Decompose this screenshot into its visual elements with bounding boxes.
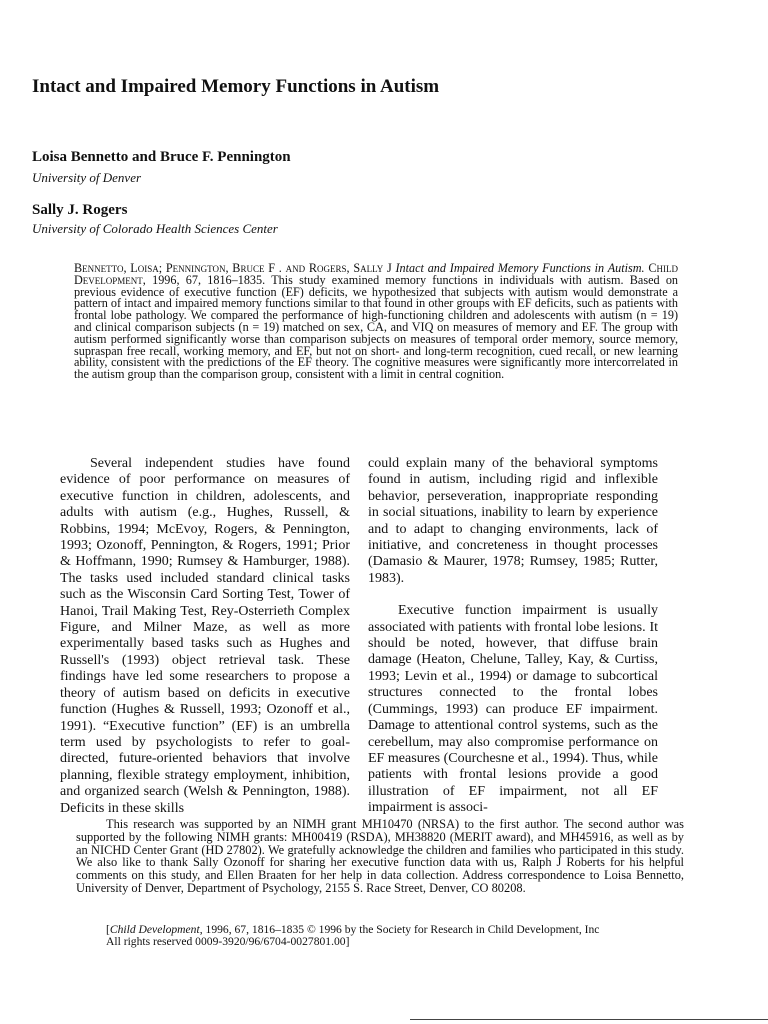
copyright-rights: All rights reserved 0009-3920/96/6704-0027801.00] [106,935,350,949]
abstract-body: This study examined memory functions in individuals with autism. Based on previous evidence of executive function (EF) deficits, we hypothesized that subjects with autism would demonstrate a pattern of intact and impaired memory functions similar to that found in other groups with EF deficits, such as patients with frontal lobe pathology. We compared the performance of high-functioning children and adolescents with autism (n = 19) and clinical comparison subjects (n = 19) matched on sex, CA, and VIQ on measures of memory and EF. The group with autism performed significantly worse than comparison subjects on measures of temporal order memory, source memory, supraspan free recall, working memory, and EF, but not on short- and long-term recognition, cued recall, or new learning ability, consistent with the predictions of the EF theory. The cognitive measures were significantly more intercorrelated in the autism group than the comparison group, consistent with a limit in central cognition. [74,272,679,382]
primary-authors: Loisa Bennetto and Bruce F. Pennington [32,149,291,165]
abstract [74,263,678,381]
abstract-citation-title: Intact and Impaired Memory Functions in Autism. [395,261,645,275]
copyright-notice: [Child Development, 1996, 67, 1816–1835 © 1996 by the Society for Research in Child Development, Inc All rights reserved 0009-3920/96/6704-0027801.00] [106,923,600,949]
secondary-author: Sally J. Rogers [32,202,128,218]
right-column [368,456,658,817]
left-column-text: Several independent studies have found evidence of poor performance on measures of executive function in children, adolescents, and adults with autism (e.g., Hughes, Russell, & Robbins, 1994; McEvoy, Rogers, & Pennington, 1993; Ozonoff, Pennington, & Rogers, 1991; Prior & Hoffmann, 1990; Rumsey & Hamburger, 1988). The tasks used included standard clinical tasks such as the Wisconsin Card Sorting Test, Tower of Hanoi, Trail Making Test, Rey-Osterrieth Complex Figure, and Milner Maze, as well as more experimentally based tasks such as Hughes and Russell's (1993) object retrieval task. These findings have led some researchers to propose a theory of autism based on deficits in executive function (Hughes & Russell, 1993; Ozonoff et al., 1991). “Executive function” (EF) is an umbrella term used by psychologists to refer to goal-directed, future-oriented behaviors that involve planning, flexible strategy employment, inhibition, and organized search (Welsh & Pennington, 1988). Deficits in these skills [60,456,350,816]
primary-affiliation: University of Denver [32,170,142,185]
right-column-paragraph-2: Executive function impairment is usually associated with patients with frontal lobe lesions. It should be noted, however, that diffuse brain damage (Heaton, Chelune, Talley, Kay, & Curtiss, 1993; Levin et al., 1994) or damage to subcortical structures connected to the frontal lobes (Cummings, 1993) can produce EF impairment. Damage to attentional control systems, such as the cerebellum, may also compromise performance on EF measures (Courchesne et al., 1994). Thus, while patients with frontal lesions provide a good illustration of EF impairment, not all EF impairment is associ- [368,603,658,816]
abstract-citation-journal: Child Development, [74,261,679,287]
article-title: Intact and Impaired Memory Functions in Autism [32,76,440,97]
bottom-rule [410,1019,768,1020]
left-column [60,456,350,817]
abstract-citation-authors: Bennetto, Loisa; Pennington, Bruce F . and Rogers, Sally J [74,261,392,275]
acknowledgment-footnote: This research was supported by an NIMH grant MH10470 (NRSA) to the first author. The second author was supported by the following NIMH grants: MH00419 (RSDA), MH38820 (MERIT award), and MH45916, as well as by an NICHD Center Grant (HD 27802). We gratefully acknowledge the children and families who participated in this study. We also like to thank Sally Ozonoff for sharing her executive function data with us, Ralph J Roberts for his helpful comments on this study, and Ellen Braaten for her help in data collection. Address correspondence to Loisa Bennetto, University of Denver, Department of Psychology, 2155 S. Race Street, Denver, CO 80208. [76,817,684,895]
secondary-affiliation: University of Colorado Health Sciences Center [32,221,278,236]
copyright-journal: Child Development [109,923,200,936]
right-column-paragraph-1: could explain many of the behavioral symptoms found in autism, including rigid and inflexible behavior, perseveration, inappropriate responding in social situations, inability to learn by experience and to adapt to changing environments, lack of initiative, and concreteness in thought processes (Damasio & Maurer, 1978; Rumsey, 1985; Rutter, 1983). [368,456,658,586]
copyright-details: , 1996, 67, 1816–1835 © 1996 by the Society for Research in Child Development, Inc [199,923,600,936]
abstract-citation-details: 1996, 67, 1816–1835. [152,272,266,287]
